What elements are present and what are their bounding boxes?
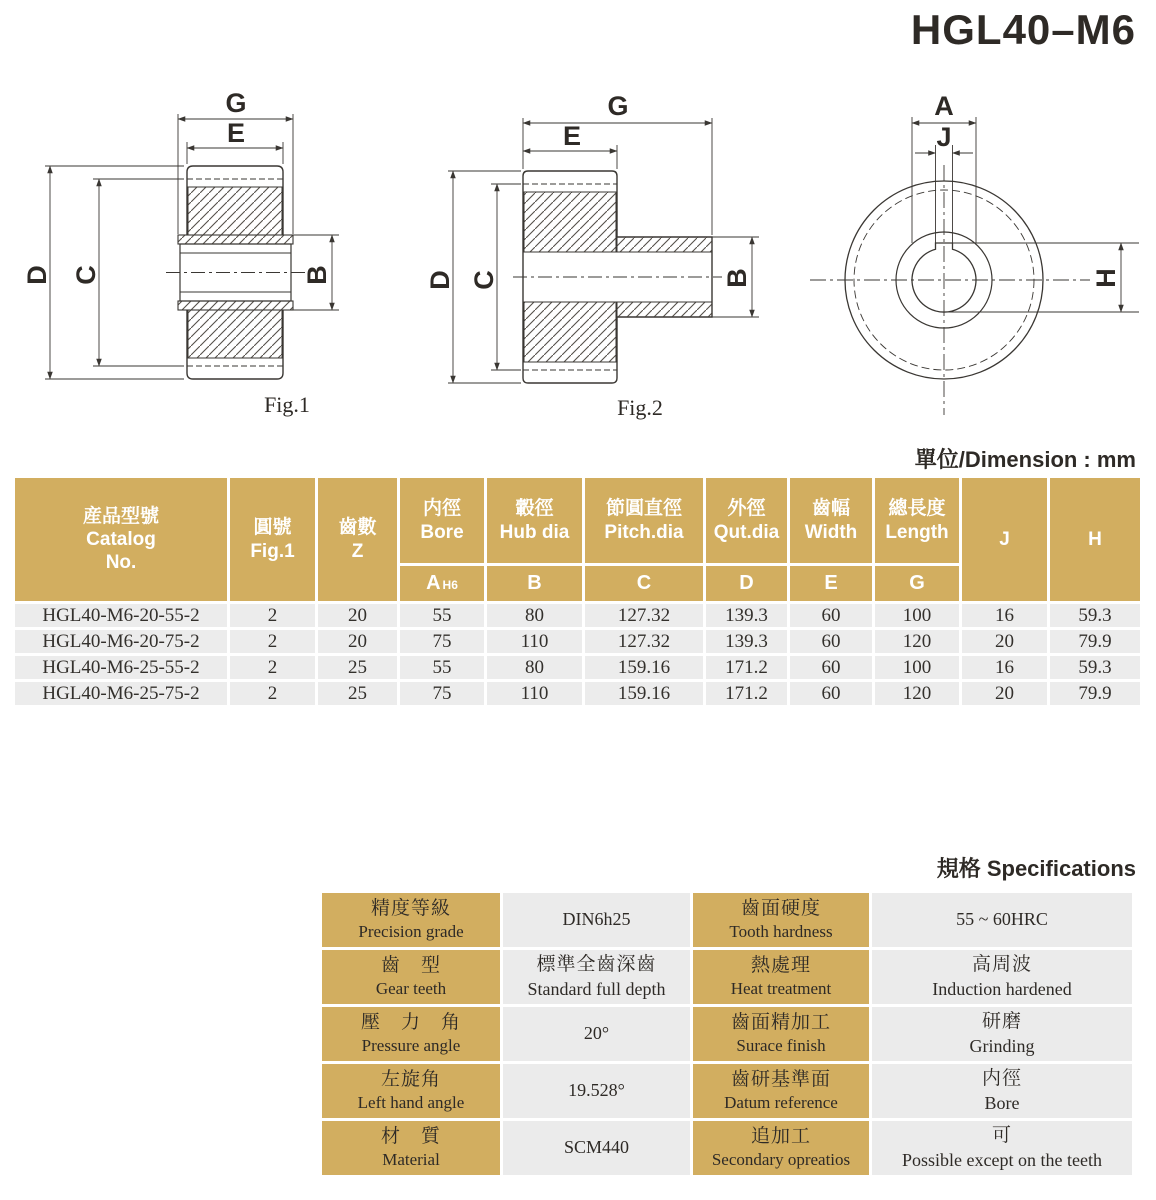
subheader-d: D <box>706 566 787 601</box>
spec-value-material: SCM440 <box>503 1121 690 1175</box>
spec-value-pressure-angle: 20° <box>503 1007 690 1061</box>
figure-3 <box>805 85 1156 435</box>
fig1-hub-wall-bottom <box>178 301 293 310</box>
cell-d: 171.2 <box>706 682 787 705</box>
fig2-label-e: E <box>562 121 582 151</box>
col-header-z <box>318 478 397 601</box>
cell-d: 171.2 <box>706 656 787 679</box>
spec-value-left-hand-angle: 19.528° <box>503 1064 690 1118</box>
col-header-width-zh: 齒幅 <box>811 498 850 520</box>
fig2-hub-wall-top <box>617 237 712 252</box>
spec-value-datum-reference: 内徑 Bore <box>872 1064 1132 1118</box>
col-header-fig-en: Fig.1 <box>250 540 295 562</box>
col-header-catalog-en1: Catalog <box>86 528 156 550</box>
fig2-gear-section <box>513 171 722 383</box>
col-header-pitch <box>585 478 703 563</box>
spec-label-surface-finish: 齒面精加工 Surace finish <box>693 1007 869 1061</box>
cell-a: 75 <box>400 682 484 705</box>
col-header-h <box>1050 478 1140 601</box>
cell-fig: 2 <box>230 682 315 705</box>
col-header-z-en: Z <box>351 540 364 562</box>
cell-e: 60 <box>790 682 872 705</box>
col-header-width <box>790 478 872 563</box>
subheader-a-h6 <box>400 566 484 601</box>
subheader-e: E <box>790 566 872 601</box>
cell-catalog: HGL40-M6-20-75-2 <box>15 630 227 653</box>
subheader-c: C <box>585 566 703 601</box>
fig1-label-e: E <box>226 118 246 148</box>
spec-label-tooth-hardness: 齒面硬度 Tooth hardness <box>693 893 869 947</box>
fig2-hatch-top <box>524 192 616 252</box>
col-header-bore-en: Bore <box>420 521 464 543</box>
fig1-hatch-bottom <box>188 310 282 358</box>
figure-2 <box>400 85 790 435</box>
col-header-bore <box>400 478 484 563</box>
subheader-a: A <box>426 572 441 595</box>
fig2-caption: Fig.2 <box>617 395 663 420</box>
cell-fig: 2 <box>230 604 315 627</box>
col-header-length-zh: 總長度 <box>888 498 946 520</box>
cell-g: 120 <box>875 630 959 653</box>
page-title: HGL40–M6 <box>910 6 1136 53</box>
spec-label-heat-treatment: 熱處理 Heat treatment <box>693 950 869 1004</box>
col-header-bore-zh: 内徑 <box>422 498 461 520</box>
col-header-catalog <box>15 478 227 601</box>
cell-h: 59.3 <box>1050 604 1140 627</box>
cell-e: 60 <box>790 604 872 627</box>
fig2-label-d: D <box>425 270 455 290</box>
col-header-hub-en: Hub dia <box>499 521 570 543</box>
cell-z: 20 <box>318 604 397 627</box>
fig1-gear-section <box>166 166 305 379</box>
cell-z: 20 <box>318 630 397 653</box>
col-header-catalog-en2: No. <box>105 552 137 574</box>
col-header-j-letter: J <box>999 528 1010 550</box>
dimension-table <box>15 478 1140 705</box>
col-header-catalog-zh: 産品型號 <box>82 505 159 527</box>
cell-h: 59.3 <box>1050 656 1140 679</box>
cell-h: 79.9 <box>1050 682 1140 705</box>
cell-g: 120 <box>875 682 959 705</box>
spec-value-tooth-hardness: 55 ~ 60HRC <box>872 893 1132 947</box>
col-header-j <box>962 478 1047 601</box>
cell-d: 139.3 <box>706 604 787 627</box>
fig2-hatch-bottom <box>524 302 616 362</box>
spec-label-datum-reference: 齒研基準面 Datum reference <box>693 1064 869 1118</box>
cell-z: 25 <box>318 656 397 679</box>
spec-label-gear-teeth: 齒 型 Gear teeth <box>322 950 500 1004</box>
fig2-label-b: B <box>722 268 752 288</box>
col-header-pitch-en: Pitch.dia <box>604 521 684 543</box>
cell-b: 80 <box>487 656 582 679</box>
cell-a: 75 <box>400 630 484 653</box>
col-header-length-en: Length <box>885 521 949 543</box>
col-header-outdia-en: Qut.dia <box>713 521 780 543</box>
fig2-label-c: C <box>469 270 499 290</box>
fig2-label-g: G <box>607 91 629 121</box>
col-header-pitch-zh: 節圓直徑 <box>605 498 682 520</box>
cell-fig: 2 <box>230 630 315 653</box>
cell-j: 16 <box>962 656 1047 679</box>
col-header-outdia-zh: 外徑 <box>727 498 766 520</box>
cell-catalog: HGL40-M6-25-75-2 <box>15 682 227 705</box>
cell-j: 16 <box>962 604 1047 627</box>
cell-fig: 2 <box>230 656 315 679</box>
fig1-label-g: G <box>225 88 247 118</box>
spec-value-heat-treatment: 高周波 Induction hardened <box>872 950 1132 1004</box>
cell-b: 110 <box>487 682 582 705</box>
cell-c: 159.16 <box>585 682 703 705</box>
cell-g: 100 <box>875 656 959 679</box>
spec-table <box>322 893 1132 1175</box>
cell-a: 55 <box>400 656 484 679</box>
fig1-label-c: C <box>71 265 101 285</box>
spec-value-gear-teeth: 標準全齒深齒 Standard full depth <box>503 950 690 1004</box>
cell-b: 80 <box>487 604 582 627</box>
cell-c: 159.16 <box>585 656 703 679</box>
cell-a: 55 <box>400 604 484 627</box>
spec-label-left-hand-angle: 左旋角 Left hand angle <box>322 1064 500 1118</box>
col-header-hub <box>487 478 582 563</box>
fig1-caption: Fig.1 <box>264 392 310 417</box>
cell-j: 20 <box>962 682 1047 705</box>
cell-z: 25 <box>318 682 397 705</box>
spec-label-precision-grade: 精度等級 Precision grade <box>322 893 500 947</box>
spec-title: 規格 Specifications <box>936 856 1136 881</box>
figure-1 <box>20 85 375 435</box>
cell-catalog: HGL40-M6-25-55-2 <box>15 656 227 679</box>
cell-e: 60 <box>790 656 872 679</box>
col-header-hub-zh: 轂徑 <box>515 498 554 520</box>
spec-label-secondary-operations: 追加工 Secondary opreatios <box>693 1121 869 1175</box>
fig3-drawing <box>805 85 1156 430</box>
subheader-g: G <box>875 566 959 601</box>
unit-note: 單位/Dimension : mm <box>914 447 1136 472</box>
spec-label-pressure-angle: 壓 力 角 Pressure angle <box>322 1007 500 1061</box>
fig1-drawing <box>20 85 375 430</box>
cell-c: 127.32 <box>585 630 703 653</box>
fig2-hub-wall-bottom <box>617 302 712 317</box>
fig3-front-view <box>810 165 1090 415</box>
fig3-label-h: H <box>1091 268 1121 288</box>
subheader-b: B <box>487 566 582 601</box>
spec-value-surface-finish: 研磨 Grinding <box>872 1007 1132 1061</box>
col-header-length <box>875 478 959 563</box>
col-header-width-en: Width <box>804 521 858 543</box>
fig1-label-b: B <box>302 265 332 285</box>
subheader-h6: H6 <box>442 578 458 593</box>
fig1-hatch-top <box>188 187 282 235</box>
fig1-hub-wall-top <box>178 235 293 244</box>
spec-value-precision-grade: DIN6h25 <box>503 893 690 947</box>
fig3-label-j: J <box>936 122 952 152</box>
cell-e: 60 <box>790 630 872 653</box>
col-header-fig <box>230 478 315 601</box>
col-header-h-letter: H <box>1088 528 1102 550</box>
cell-g: 100 <box>875 604 959 627</box>
spec-value-secondary-operations: 可 Possible except on the teeth <box>872 1121 1132 1175</box>
col-header-fig-zh: 圓號 <box>253 517 292 539</box>
col-header-outdia <box>706 478 787 563</box>
fig2-drawing <box>400 85 790 430</box>
cell-c: 127.32 <box>585 604 703 627</box>
cell-b: 110 <box>487 630 582 653</box>
cell-h: 79.9 <box>1050 630 1140 653</box>
fig3-label-a: A <box>934 91 954 121</box>
cell-catalog: HGL40-M6-20-55-2 <box>15 604 227 627</box>
cell-j: 20 <box>962 630 1047 653</box>
fig1-label-d: D <box>22 265 52 285</box>
cell-d: 139.3 <box>706 630 787 653</box>
col-header-z-zh: 齒數 <box>338 517 377 539</box>
spec-label-material: 材 質 Material <box>322 1121 500 1175</box>
